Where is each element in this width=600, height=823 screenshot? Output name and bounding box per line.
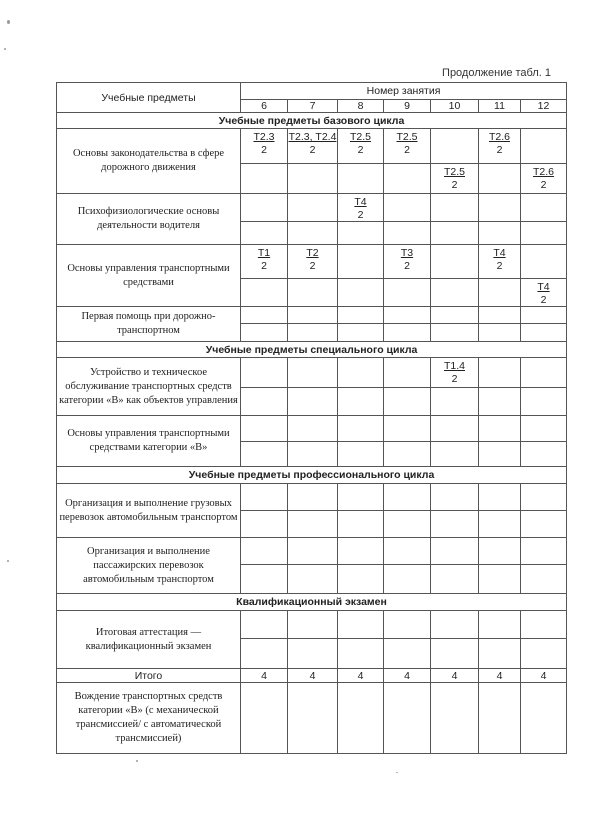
empty-cell xyxy=(338,324,384,342)
empty-cell xyxy=(384,611,431,639)
cell-entry xyxy=(384,245,430,272)
empty-cell xyxy=(521,484,567,511)
empty-cell xyxy=(288,307,338,324)
empty-cell xyxy=(479,484,521,511)
hours-value: 2 xyxy=(404,260,410,272)
total-value: 4 xyxy=(479,669,521,683)
lesson-cell xyxy=(384,279,431,307)
cell-entry xyxy=(384,194,430,197)
scan-speck xyxy=(396,772,398,773)
cell-entry xyxy=(288,358,337,361)
cell-entry xyxy=(479,129,520,156)
empty-cell xyxy=(384,442,431,467)
empty-cell xyxy=(479,222,521,245)
empty-cell xyxy=(288,611,338,639)
empty-cell xyxy=(384,639,431,669)
scan-speck xyxy=(7,20,10,24)
table-row xyxy=(57,416,567,442)
total-value: 4 xyxy=(431,669,479,683)
cell-entry xyxy=(521,279,566,306)
cell-entry xyxy=(241,358,287,361)
empty-cell xyxy=(479,388,521,416)
empty-cell xyxy=(384,388,431,416)
empty-cell xyxy=(338,388,384,416)
empty-cell xyxy=(384,538,431,565)
empty-cell xyxy=(338,222,384,245)
section-row xyxy=(57,113,567,129)
empty-cell xyxy=(241,307,288,324)
scan-speck xyxy=(7,560,9,562)
cell-entry xyxy=(521,129,566,132)
subject-maintenance: Устройство и техническое обслуживание транспортных средств категории «B» как объектов управления xyxy=(57,358,241,416)
cell-entry xyxy=(431,358,478,385)
empty-cell xyxy=(431,324,479,342)
table-row xyxy=(57,129,567,164)
lesson-cell xyxy=(338,194,384,222)
topic-code: Т2.5 xyxy=(443,166,465,178)
header-row xyxy=(57,83,567,100)
lesson-cell xyxy=(479,358,521,388)
empty-cell xyxy=(338,442,384,467)
lesson-cell xyxy=(479,194,521,222)
lesson-cell xyxy=(521,129,567,164)
cell-entry xyxy=(338,245,383,248)
topic-code: Т2.3, Т2.4 xyxy=(288,131,337,143)
section-base: Учебные предметы базового цикла xyxy=(57,113,567,129)
table-row xyxy=(57,194,567,222)
empty-cell xyxy=(288,511,338,538)
empty-cell xyxy=(288,639,338,669)
empty-cell xyxy=(479,511,521,538)
cell-entry xyxy=(479,279,520,282)
cell-entry xyxy=(288,129,337,156)
empty-cell xyxy=(384,565,431,594)
empty-cell xyxy=(288,222,338,245)
empty-cell xyxy=(241,484,288,511)
section-row xyxy=(57,467,567,484)
empty-cell xyxy=(431,222,479,245)
lesson-cell xyxy=(479,129,521,164)
lesson-number: 8 xyxy=(338,100,384,113)
scan-speck xyxy=(136,760,138,762)
cell-entry xyxy=(431,279,478,282)
hours-value: 2 xyxy=(309,144,316,156)
empty-cell xyxy=(338,538,384,565)
empty-cell xyxy=(241,683,288,754)
lesson-cell xyxy=(431,164,479,194)
subject-first-aid: Первая помощь при дорожно-транспортном xyxy=(57,307,241,342)
empty-cell xyxy=(288,683,338,754)
subject-psycho: Психофизиологические основы деятельности водителя xyxy=(57,194,241,245)
empty-cell xyxy=(521,538,567,565)
empty-cell xyxy=(241,538,288,565)
lesson-cell xyxy=(384,245,431,279)
cell-entry xyxy=(431,164,478,191)
lesson-cell xyxy=(288,194,338,222)
subject-passenger: Организация и выполнение пассажирских перевозок автомобильным транспортом xyxy=(57,538,241,594)
table-row xyxy=(57,307,567,324)
cell-entry xyxy=(338,279,383,282)
cell-entry xyxy=(338,194,383,221)
cell-entry xyxy=(338,164,383,167)
empty-cell xyxy=(241,416,288,442)
cell-entry xyxy=(431,194,478,197)
cell-entry xyxy=(521,358,566,361)
empty-cell xyxy=(338,416,384,442)
topic-code: Т3 xyxy=(400,247,414,259)
empty-cell xyxy=(431,307,479,324)
empty-cell xyxy=(431,388,479,416)
topic-code: Т1 xyxy=(257,247,271,259)
lesson-number-header: Номер занятия xyxy=(241,83,567,100)
cell-entry xyxy=(384,129,430,156)
lesson-number: 11 xyxy=(479,100,521,113)
subject-control-b: Основы управления транспортными средствами категории «B» xyxy=(57,416,241,467)
lesson-cell xyxy=(521,194,567,222)
total-value: 4 xyxy=(338,669,384,683)
table-row xyxy=(57,683,567,754)
section-qualification: Квалификационный экзамен xyxy=(57,594,567,611)
subject-cargo: Организация и выполнение грузовых перевозок автомобильным транспортом xyxy=(57,484,241,538)
table-row xyxy=(57,358,567,388)
cell-entry xyxy=(521,194,566,197)
cell-entry xyxy=(241,164,287,167)
subjects-header: Учебные предметы xyxy=(57,83,241,113)
cell-entry xyxy=(384,164,430,167)
hours-value: 2 xyxy=(496,144,503,156)
empty-cell xyxy=(288,324,338,342)
cell-entry xyxy=(241,245,287,272)
empty-cell xyxy=(288,538,338,565)
empty-cell xyxy=(431,538,479,565)
topic-code: Т2.5 xyxy=(396,131,418,143)
empty-cell xyxy=(384,683,431,754)
cell-entry xyxy=(479,358,520,361)
table-row xyxy=(57,245,567,279)
lesson-cell xyxy=(384,194,431,222)
lesson-cell xyxy=(241,279,288,307)
lesson-cell xyxy=(288,279,338,307)
empty-cell xyxy=(338,511,384,538)
empty-cell xyxy=(521,639,567,669)
empty-cell xyxy=(384,324,431,342)
lesson-cell xyxy=(384,358,431,388)
empty-cell xyxy=(431,511,479,538)
lesson-cell xyxy=(241,164,288,194)
empty-cell xyxy=(288,416,338,442)
empty-cell xyxy=(241,388,288,416)
hours-value: 2 xyxy=(496,260,503,272)
empty-cell xyxy=(431,565,479,594)
lesson-cell xyxy=(479,164,521,194)
total-value: 4 xyxy=(241,669,288,683)
empty-cell xyxy=(479,324,521,342)
cell-entry xyxy=(241,129,287,156)
hours-value: 2 xyxy=(261,144,267,156)
empty-cell xyxy=(338,639,384,669)
cell-entry xyxy=(384,279,430,282)
hours-value: 2 xyxy=(357,209,364,221)
empty-cell xyxy=(521,442,567,467)
lesson-cell xyxy=(338,358,384,388)
empty-cell xyxy=(479,639,521,669)
cell-entry xyxy=(479,194,520,197)
hours-value: 2 xyxy=(357,144,364,156)
lesson-cell xyxy=(479,279,521,307)
lesson-cell xyxy=(431,194,479,222)
empty-cell xyxy=(479,416,521,442)
lesson-cell xyxy=(288,129,338,164)
topic-code: Т4 xyxy=(493,247,506,259)
empty-cell xyxy=(288,565,338,594)
section-special: Учебные предметы специального цикла xyxy=(57,342,567,358)
empty-cell xyxy=(338,611,384,639)
empty-cell xyxy=(521,307,567,324)
lesson-cell xyxy=(241,245,288,279)
lesson-number: 6 xyxy=(241,100,288,113)
cell-entry xyxy=(431,245,478,248)
empty-cell xyxy=(521,683,567,754)
topic-code: Т2.3 xyxy=(253,131,275,143)
empty-cell xyxy=(241,565,288,594)
total-value: 4 xyxy=(521,669,567,683)
lesson-cell xyxy=(384,129,431,164)
empty-cell xyxy=(479,565,521,594)
empty-cell xyxy=(431,484,479,511)
empty-cell xyxy=(288,388,338,416)
empty-cell xyxy=(288,442,338,467)
empty-cell xyxy=(479,307,521,324)
empty-cell xyxy=(241,442,288,467)
empty-cell xyxy=(241,511,288,538)
lesson-cell xyxy=(431,279,479,307)
hours-value: 2 xyxy=(540,294,547,306)
empty-cell xyxy=(241,611,288,639)
total-value: 4 xyxy=(288,669,338,683)
empty-cell xyxy=(479,683,521,754)
cell-entry xyxy=(338,358,383,361)
empty-cell xyxy=(384,484,431,511)
lesson-cell xyxy=(288,245,338,279)
empty-cell xyxy=(431,611,479,639)
empty-cell xyxy=(431,442,479,467)
lesson-cell xyxy=(431,129,479,164)
schedule-table xyxy=(56,82,567,754)
topic-code: Т2 xyxy=(306,247,319,259)
lesson-number: 10 xyxy=(431,100,479,113)
lesson-cell xyxy=(288,164,338,194)
empty-cell xyxy=(338,484,384,511)
cell-entry xyxy=(288,245,337,272)
cell-entry xyxy=(384,358,430,361)
empty-cell xyxy=(479,538,521,565)
section-professional: Учебные предметы профессионального цикла xyxy=(57,467,567,484)
lesson-number: 9 xyxy=(384,100,431,113)
cell-entry xyxy=(241,279,287,282)
lesson-cell xyxy=(479,245,521,279)
lesson-cell xyxy=(384,164,431,194)
topic-code: Т2.6 xyxy=(533,166,555,178)
hours-value: 2 xyxy=(309,260,316,272)
hours-value: 2 xyxy=(404,144,410,156)
lesson-cell xyxy=(521,279,567,307)
empty-cell xyxy=(521,565,567,594)
empty-cell xyxy=(431,416,479,442)
subject-vehicle-control: Основы управления транспортными средствами xyxy=(57,245,241,307)
table-row xyxy=(57,538,567,565)
empty-cell xyxy=(521,611,567,639)
lesson-number: 12 xyxy=(521,100,567,113)
subject-driving: Вождение транспортных средств категории «B» (с механической трансмиссией/ с автоматической трансмиссией) xyxy=(57,683,241,754)
section-row xyxy=(57,342,567,358)
empty-cell xyxy=(384,222,431,245)
empty-cell xyxy=(241,222,288,245)
subject-final-exam: Итоговая аттестация — квалификационный экзамен xyxy=(57,611,241,669)
table-row xyxy=(57,484,567,511)
topic-code: Т1.4 xyxy=(443,360,465,372)
empty-cell xyxy=(431,683,479,754)
lesson-cell xyxy=(431,245,479,279)
totals-row xyxy=(57,669,567,683)
topic-code: Т2.5 xyxy=(349,131,371,143)
empty-cell xyxy=(479,442,521,467)
empty-cell xyxy=(384,307,431,324)
lesson-cell xyxy=(241,194,288,222)
empty-cell xyxy=(338,307,384,324)
empty-cell xyxy=(521,416,567,442)
subject-road-law: Основы законодательства в сфере дорожного движения xyxy=(57,129,241,194)
lesson-cell xyxy=(521,358,567,388)
cell-entry xyxy=(479,164,520,167)
empty-cell xyxy=(338,683,384,754)
lesson-cell xyxy=(338,279,384,307)
cell-entry xyxy=(521,164,566,191)
empty-cell xyxy=(479,611,521,639)
lesson-cell xyxy=(288,358,338,388)
lesson-cell xyxy=(338,129,384,164)
scan-speck xyxy=(4,48,6,50)
topic-code: Т4 xyxy=(354,196,367,208)
lesson-cell xyxy=(241,358,288,388)
cell-entry xyxy=(288,279,337,282)
table-row xyxy=(57,611,567,639)
empty-cell xyxy=(521,388,567,416)
cell-entry xyxy=(241,194,287,197)
lesson-cell xyxy=(521,245,567,279)
lesson-cell xyxy=(338,245,384,279)
empty-cell xyxy=(384,511,431,538)
empty-cell xyxy=(384,416,431,442)
empty-cell xyxy=(521,324,567,342)
continuation-label: Продолжение табл. 1 xyxy=(442,67,551,79)
hours-value: 2 xyxy=(540,179,547,191)
empty-cell xyxy=(521,511,567,538)
empty-cell xyxy=(431,639,479,669)
cell-entry xyxy=(431,129,478,132)
cell-entry xyxy=(288,194,337,197)
lesson-number: 7 xyxy=(288,100,338,113)
cell-entry xyxy=(521,245,566,248)
empty-cell xyxy=(338,565,384,594)
cell-entry xyxy=(338,129,383,156)
topic-code: Т4 xyxy=(537,281,550,293)
lesson-cell xyxy=(338,164,384,194)
empty-cell xyxy=(241,639,288,669)
cell-entry xyxy=(288,164,337,167)
total-value: 4 xyxy=(384,669,431,683)
empty-cell xyxy=(288,484,338,511)
lesson-cell xyxy=(241,129,288,164)
lesson-cell xyxy=(431,358,479,388)
hours-value: 2 xyxy=(451,179,458,191)
empty-cell xyxy=(241,324,288,342)
hours-value: 2 xyxy=(261,260,267,272)
total-label: Итого xyxy=(57,669,241,683)
cell-entry xyxy=(479,245,520,272)
empty-cell xyxy=(521,222,567,245)
section-row xyxy=(57,594,567,611)
hours-value: 2 xyxy=(451,373,458,385)
topic-code: Т2.6 xyxy=(488,131,510,143)
lesson-cell xyxy=(521,164,567,194)
